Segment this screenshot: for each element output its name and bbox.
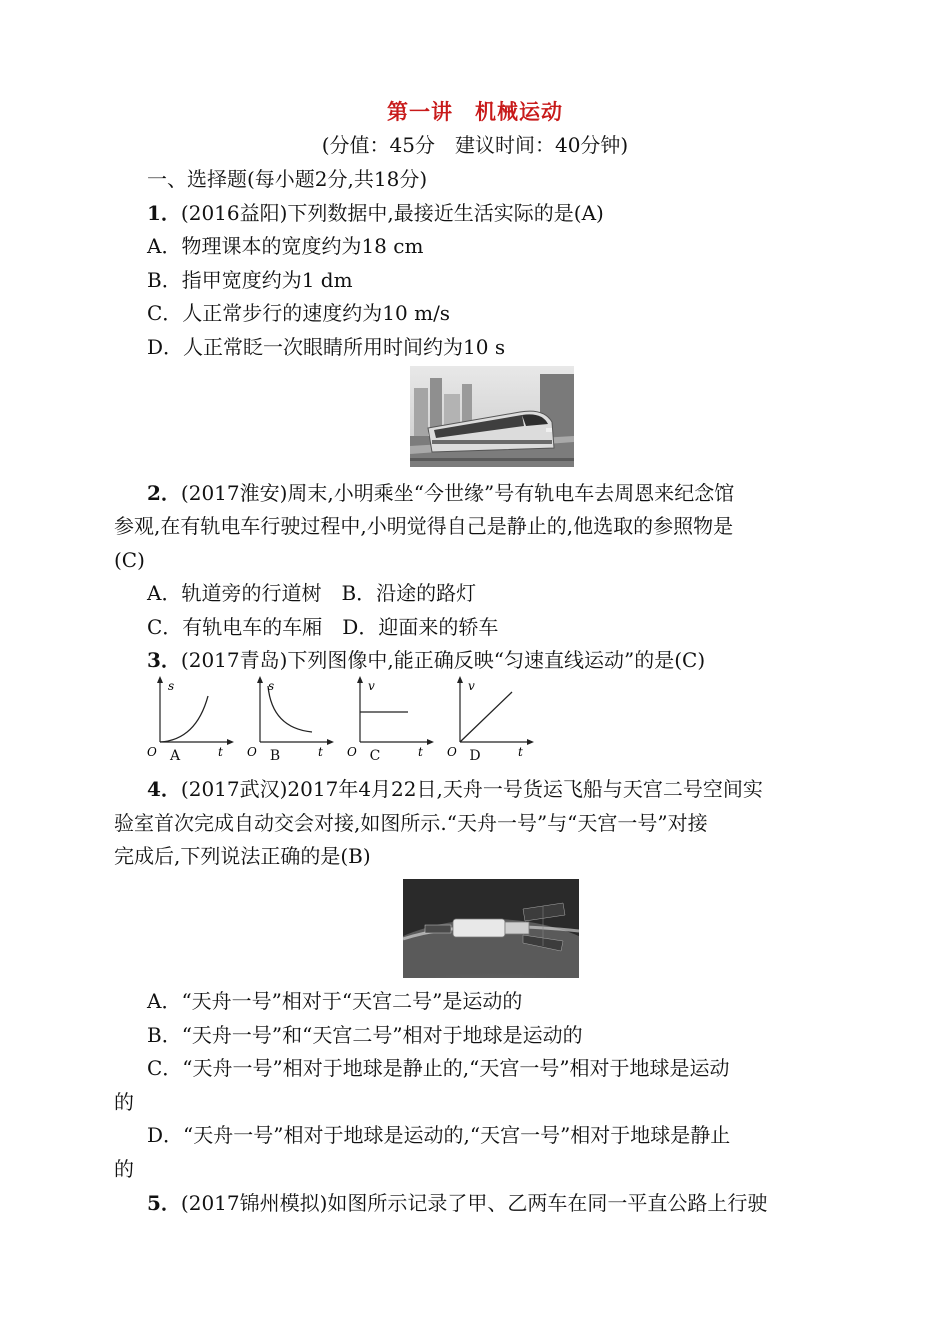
section-heading: 一、选择题(每小题2分,共18分) [147, 167, 428, 191]
question-stem-line-3: 完成后,下列说法正确的是(B) [114, 844, 371, 868]
question-number: 5． [147, 1191, 181, 1215]
q4-option-d-continued: 的 [114, 1157, 134, 1181]
axis-x-label: t [418, 745, 423, 759]
axis-y-label: v [468, 679, 475, 693]
question-4 [147, 774, 763, 804]
question-stem: (2017青岛)下列图像中,能正确反映“匀速直线运动”的是(C) [180, 648, 706, 672]
question-stem: (2016益阳)下列数据中,最接近生活实际的是(A) [180, 201, 604, 225]
axis-x-label: t [518, 745, 523, 759]
question-stem-line-2: 验室首次完成自动交会对接,如图所示.“天舟一号”与“天宫一号”对接 [114, 811, 708, 835]
axis-x-label: t [218, 745, 223, 759]
axis-y-label: s [268, 679, 275, 693]
graph-d-label: D [469, 748, 481, 764]
q1-option-b: B．指甲宽度约为1 dm [147, 268, 353, 292]
q1-option-d: D．人正常眨一次眼睛所用时间约为10 s [147, 335, 506, 359]
origin-label: O [147, 745, 157, 759]
axis-x-label: t [318, 745, 323, 759]
question-stem-line-1: (2017淮安)周末,小明乘坐“今世缘”号有轨电车去周恩来纪念馆 [180, 481, 735, 505]
q4-option-b: B．“天舟一号”和“天宫二号”相对于地球是运动的 [147, 1023, 583, 1047]
origin-label: O [247, 745, 257, 759]
question-stem-line-2: 参观,在有轨电车行驶过程中,小明觉得自己是静止的,他选取的参照物是 [114, 514, 734, 538]
page-subtitle: (分值：45分 建议时间：40分钟) [321, 133, 629, 157]
question-number: 1． [147, 201, 181, 225]
question-number: 4． [147, 777, 181, 801]
question-stem: (2017锦州模拟)如图所示记录了甲、乙两车在同一平直公路上行驶 [180, 1191, 768, 1215]
tram-photo [410, 366, 574, 467]
page-title: 第一讲 机械运动 [387, 100, 563, 124]
question-1 [147, 198, 604, 228]
question-number: 3． [147, 648, 181, 672]
q4-option-a: A．“天舟一号”相对于“天宫二号”是运动的 [147, 989, 523, 1013]
spacecraft-docking-photo [403, 879, 579, 978]
question-stem-line-3: (C) [114, 548, 145, 572]
question-number: 2． [147, 481, 181, 505]
q4-option-c-continued: 的 [114, 1090, 134, 1114]
origin-label: O [347, 745, 357, 759]
axis-y-label: s [168, 679, 175, 693]
graph-b-label: B [269, 748, 281, 764]
q1-option-c: C．人正常步行的速度约为10 m/s [147, 301, 451, 325]
q2-options-row-2: C．有轨电车的车厢 D．迎面来的轿车 [147, 615, 499, 639]
question-3 [147, 645, 705, 675]
origin-label: O [447, 745, 457, 759]
question-stem-line-1: (2017武汉)2017年4月22日,天舟一号货运飞船与天宫二号空间实 [180, 777, 763, 801]
graph-a-label: A [169, 748, 181, 764]
question-5 [147, 1188, 767, 1218]
question-2 [147, 478, 734, 508]
q2-options-row-1: A．轨道旁的行道树 B．沿途的路灯 [147, 581, 477, 605]
q4-option-c: C．“天舟一号”相对于地球是静止的,“天宫一号”相对于地球是运动 [147, 1056, 730, 1080]
graph-c-label: C [369, 748, 381, 764]
q1-option-a: A．物理课本的宽度约为18 cm [147, 234, 424, 258]
axis-y-label: v [368, 679, 375, 693]
q4-option-d: D．“天舟一号”相对于地球是运动的,“天宫一号”相对于地球是静止 [147, 1123, 731, 1147]
